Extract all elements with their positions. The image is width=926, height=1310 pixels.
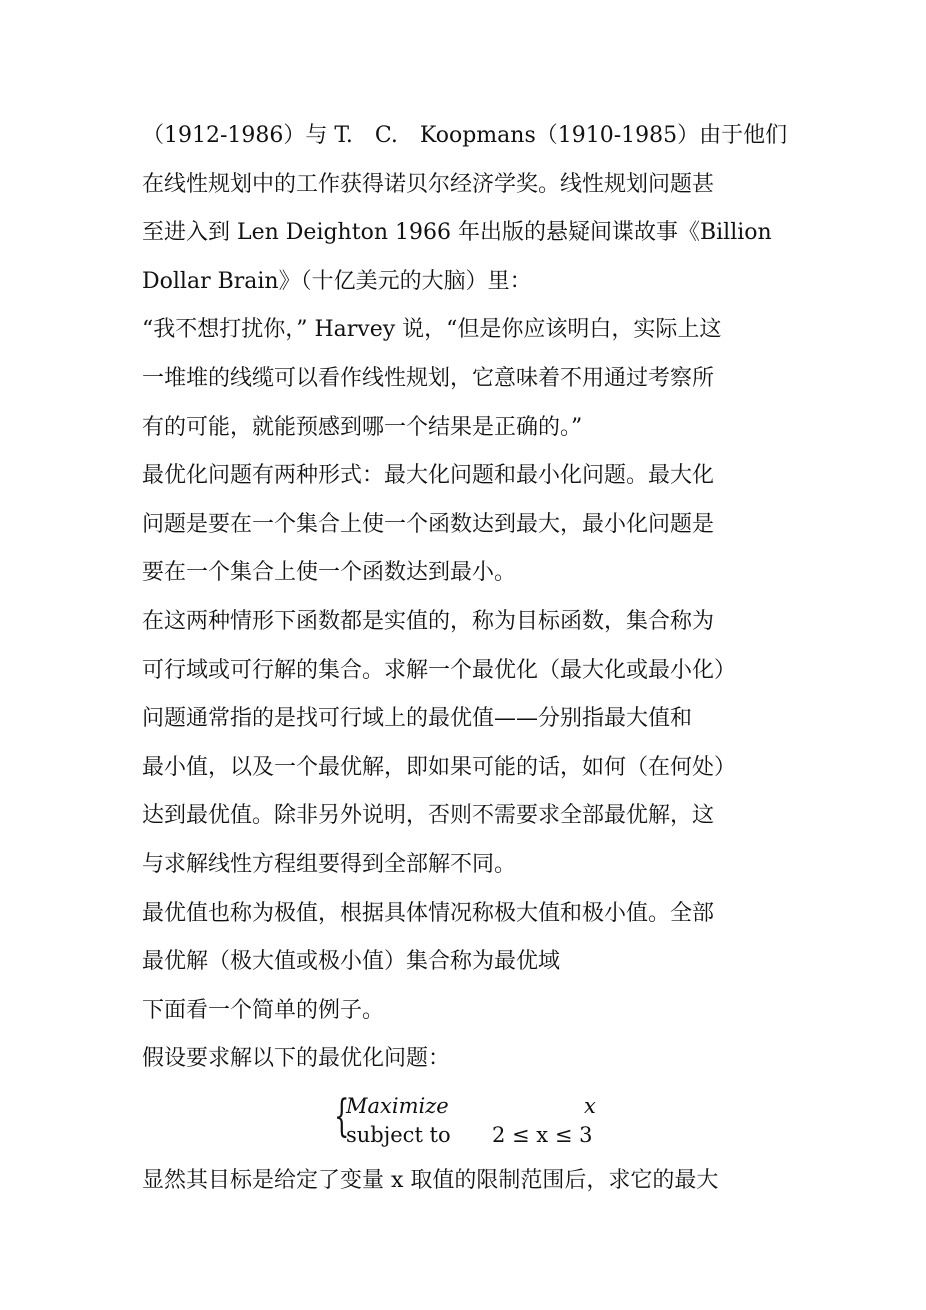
text-line: 显然其目标是给定了变量 x 取值的限制范围后，求它的最大 — [142, 1168, 719, 1193]
formula-brace: { — [334, 1091, 350, 1142]
formula-row-objective — [346, 1092, 596, 1120]
quote-line: 有的可能，就能预感到哪一个结果是正确的。” — [142, 414, 583, 440]
optimization-formula — [334, 1090, 604, 1150]
text-line: 最小值，以及一个最优解，即如果可能的话，如何（在何处） — [142, 754, 737, 780]
formula-objective-expr: x — [584, 1094, 596, 1118]
text-line: 问题是要在一个集合上使一个函数达到最大，最小化问题是 — [142, 511, 715, 537]
text-line: 下面看一个简单的例子。 — [142, 997, 385, 1023]
text-line: 假设要求解以下的最优化问题： — [142, 1046, 451, 1072]
quote-line: “我不想打扰你，” Harvey 说，“但是你应该明白，实际上这 — [142, 317, 722, 343]
formula-maximize-label: Maximize — [346, 1094, 449, 1118]
text-line: （1912-1986）与 T. C. Koopmans（1910-1985）由于他们 — [142, 123, 788, 148]
text-line: 与求解线性方程组要得到全部解不同。 — [142, 851, 517, 877]
text-line: 最优值也称为极值，根据具体情况称极大值和极小值。全部 — [142, 900, 715, 926]
text-line: 可行域或可行解的集合。求解一个最优化（最大化或最小化） — [142, 657, 737, 683]
text-line: 要在一个集合上使一个函数达到最小。 — [142, 560, 517, 586]
formula-subject-to-label: subject to — [346, 1123, 451, 1147]
body-text — [142, 112, 792, 1084]
text-line: 达到最优值。除非另外说明，否则不需要求全部最优解，这 — [142, 803, 715, 829]
text-line: Dollar Brain》（十亿美元的大脑）里： — [142, 268, 532, 294]
formula-row-constraint — [346, 1121, 592, 1149]
text-line: 最优解（极大值或极小值）集合称为最优域 — [142, 949, 561, 975]
formula-constraint-expr: 2 ≤ x ≤ 3 — [492, 1123, 593, 1147]
text-line: 至进入到 Len Deighton 1966 年出版的悬疑间谍故事《Billion — [142, 220, 772, 246]
text-line: 最优化问题有两种形式：最大化问题和最小化问题。最大化 — [142, 463, 715, 489]
quote-line: 一堆堆的线缆可以看作线性规划，它意味着不用通过考察所 — [142, 365, 715, 391]
text-line: 问题通常指的是找可行域上的最优值——分别指最大值和 — [142, 706, 693, 732]
text-line: 在线性规划中的工作获得诺贝尔经济学奖。线性规划问题甚 — [142, 171, 715, 197]
text-line: 在这两种情形下函数都是实值的，称为目标函数，集合称为 — [142, 608, 715, 634]
